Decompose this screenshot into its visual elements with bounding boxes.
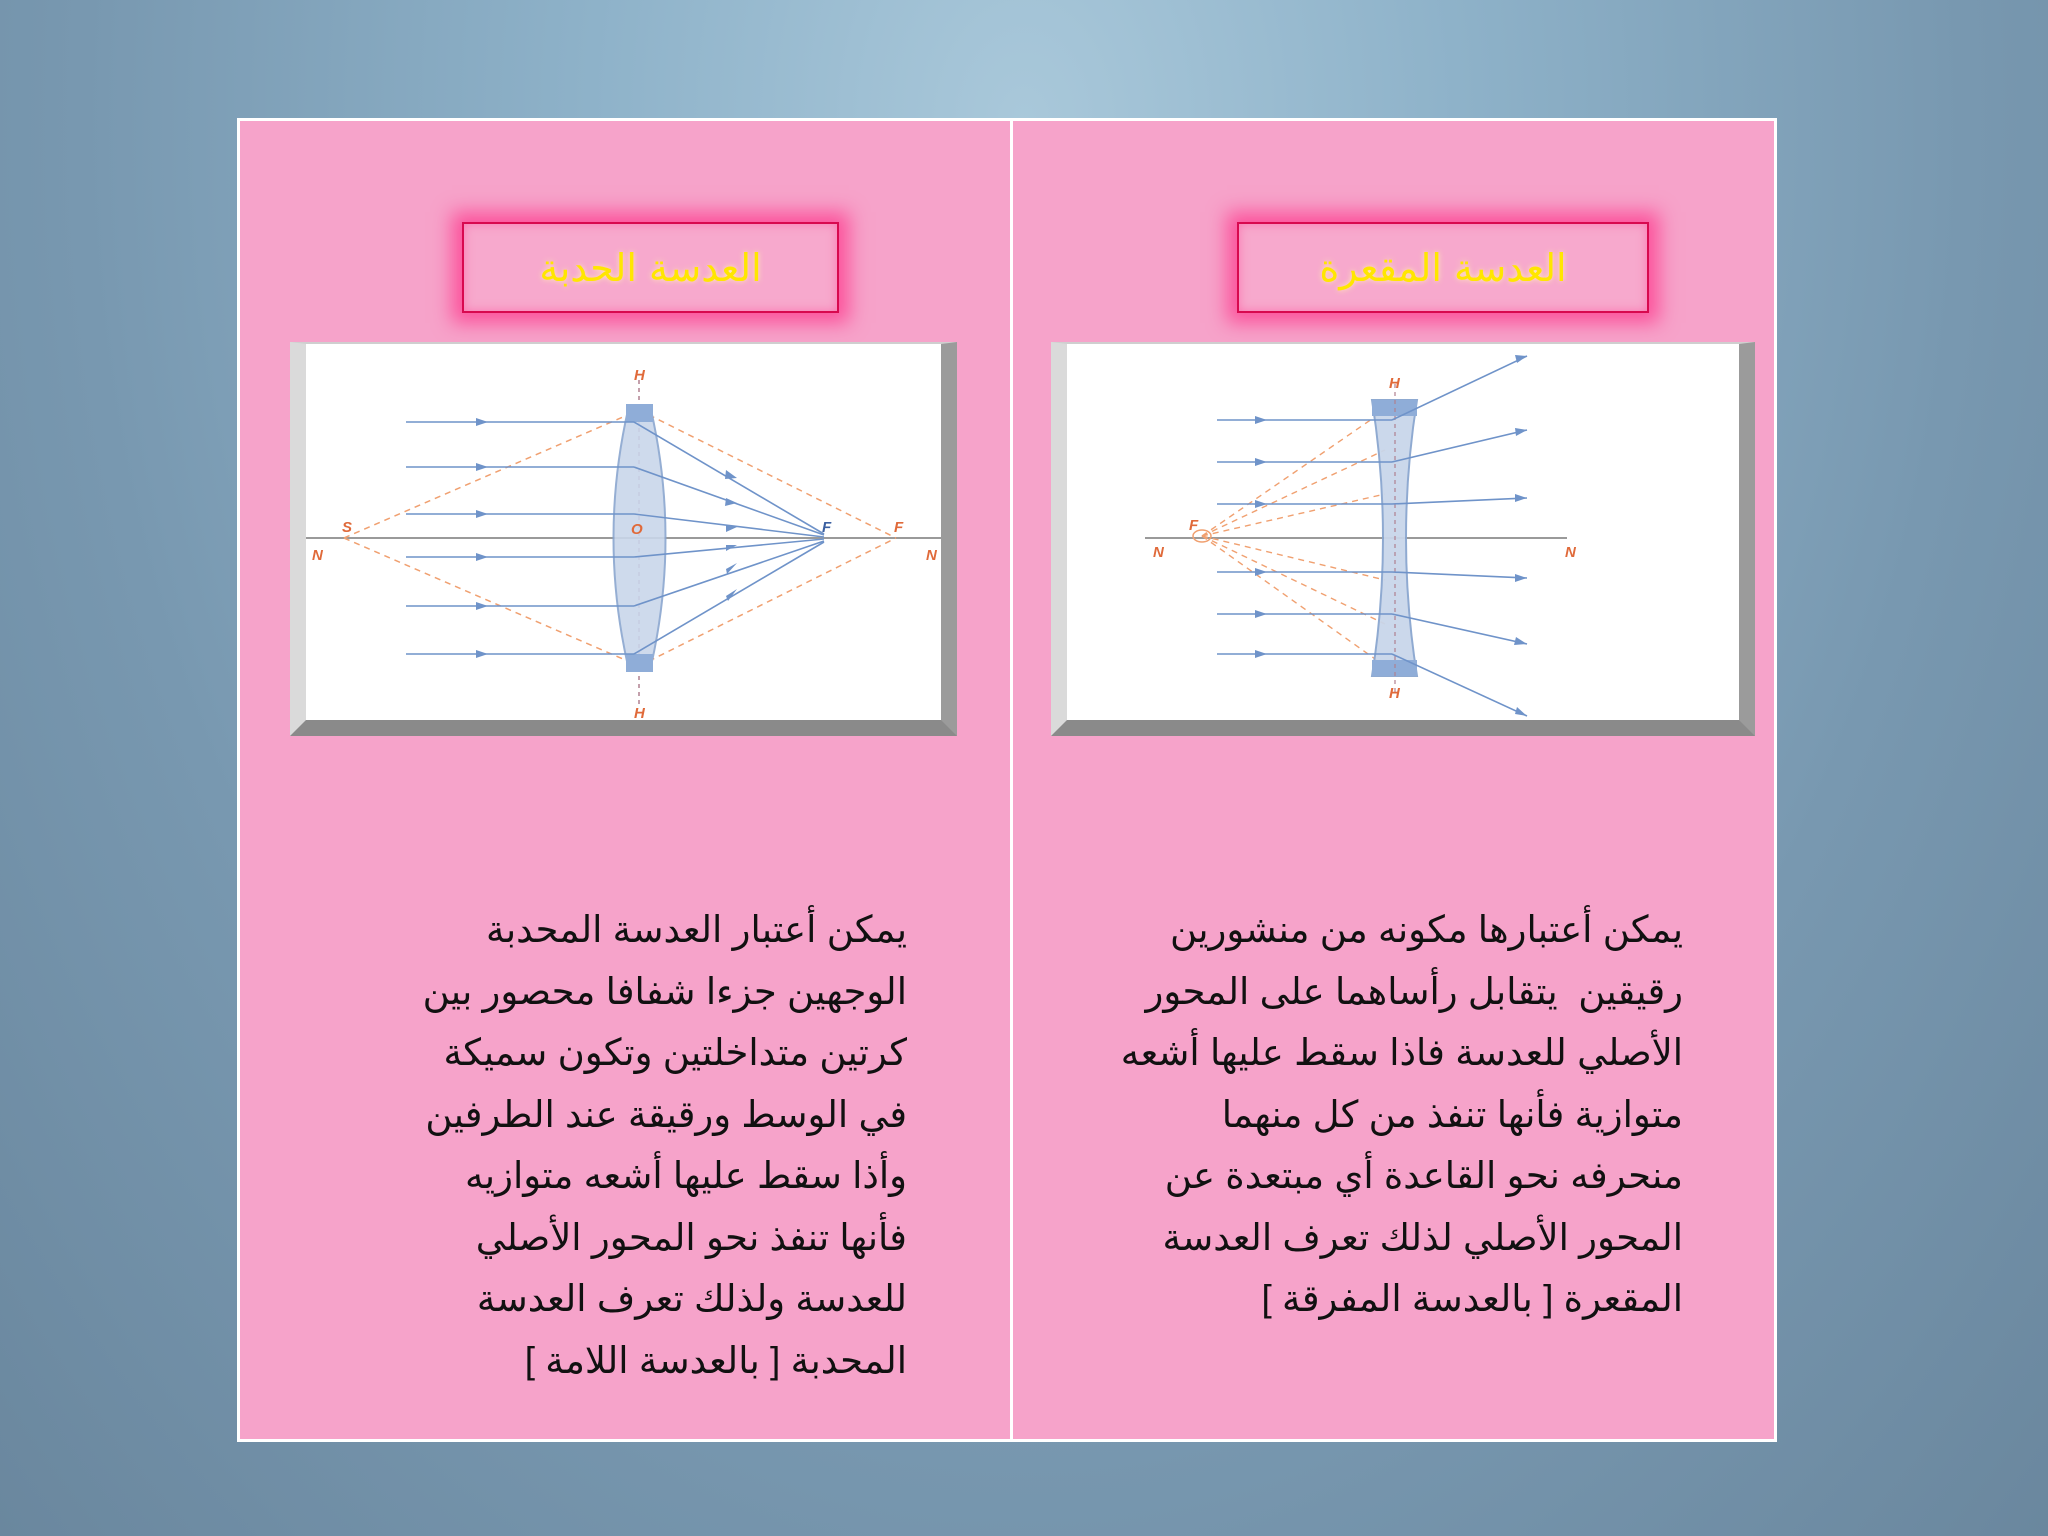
convex-label-center: O	[631, 521, 643, 538]
text-line: متوازية فأنها تنفذ من كل منهما	[1221, 1093, 1683, 1135]
slide-frame	[237, 118, 1777, 1442]
text-line: يمكن أعتبارها مكونه من منشورين	[1170, 909, 1683, 950]
concave-title: العدسة المقعرة	[1319, 245, 1567, 290]
convex-lens-shape	[614, 410, 666, 666]
convex-lens-diagram	[290, 342, 957, 736]
convex-label-right-focus: F	[894, 519, 904, 536]
text-line: يمكن أعتبار العدسة المحدبة	[485, 909, 907, 950]
text-line: للعدسة ولذلك تعرف العدسة	[476, 1278, 907, 1319]
lens-top-cap	[626, 404, 653, 422]
convex-label-right-axis: N	[926, 547, 937, 564]
concave-label-top: H	[1389, 375, 1400, 392]
convex-lens-panel	[240, 121, 1010, 1439]
convex-title: العدسة الحدبة	[539, 245, 762, 290]
concave-lens-svg	[1067, 344, 1739, 720]
text-line: المقعرة [ بالعدسة المفرقة ]	[1261, 1278, 1683, 1319]
concave-lens-panel	[1013, 121, 1774, 1439]
concave-label-focus: F	[1189, 517, 1199, 534]
text-line: في الوسط ورقيقة عند الطرفين	[425, 1093, 907, 1135]
concave-label-left-axis: N	[1153, 544, 1164, 561]
convex-lens-svg	[306, 344, 941, 720]
text-line: كرتين متداخلتين وتكون سميكة	[443, 1032, 907, 1073]
text-line: فأنها تنفذ نحو المحور الأصلي	[475, 1216, 907, 1258]
concave-lens-diagram	[1051, 342, 1755, 736]
lens-bottom-cap	[626, 654, 653, 672]
text-line: رقيقين يتقابل رأساهما على المحور	[1145, 970, 1683, 1012]
concave-label-bottom: H	[1389, 685, 1400, 702]
concave-label-right-axis: N	[1565, 544, 1576, 561]
concave-description	[1121, 899, 1683, 1330]
text-line: الوجهين جزءا شفافا محصور بين	[422, 970, 907, 1012]
convex-label-left-focus: S	[342, 519, 353, 536]
text-line: منحرفه نحو القاعدة أي مبتعدة عن	[1164, 1155, 1683, 1196]
convex-label-focus: F	[822, 519, 832, 536]
text-line: المحور الأصلي لذلك تعرف العدسة	[1162, 1216, 1683, 1258]
text-line: الأصلي للعدسة فاذا سقط عليها أشعه	[1120, 1032, 1683, 1073]
text-line: المحدبة [ بالعدسة اللامة ]	[524, 1339, 907, 1381]
convex-label-bottom: H	[634, 705, 645, 720]
convex-description	[423, 899, 907, 1391]
convex-label-left-axis: N	[312, 547, 323, 564]
convex-title-box	[462, 222, 839, 313]
convex-label-top: H	[634, 367, 645, 384]
text-line: وأذا سقط عليها أشعه متوازيه	[464, 1155, 907, 1196]
concave-title-box	[1237, 222, 1649, 313]
